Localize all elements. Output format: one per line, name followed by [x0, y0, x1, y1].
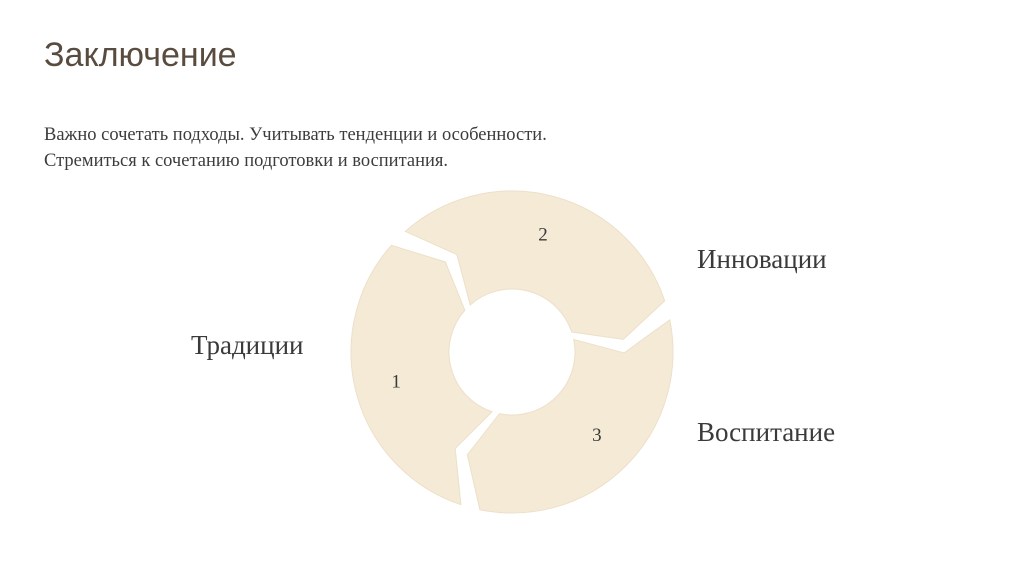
body-line-1: Важно сочетать подходы. Учитывать тенденции и особенности. [44, 125, 547, 145]
cycle-segment-3 [467, 320, 673, 513]
body-line-2: Стремиться к сочетанию подготовки и воспитания. [44, 151, 449, 171]
segment-label-innovations: Инновации [697, 244, 827, 274]
segment-number-1: 1 [391, 371, 401, 393]
segment-number-2: 2 [538, 224, 548, 246]
slide-title: Заключение [44, 36, 237, 74]
segment-label-upbringing: Воспитание [697, 417, 836, 447]
segment-label-traditions: Традиции [191, 330, 304, 360]
segment-number-3: 3 [592, 425, 602, 447]
